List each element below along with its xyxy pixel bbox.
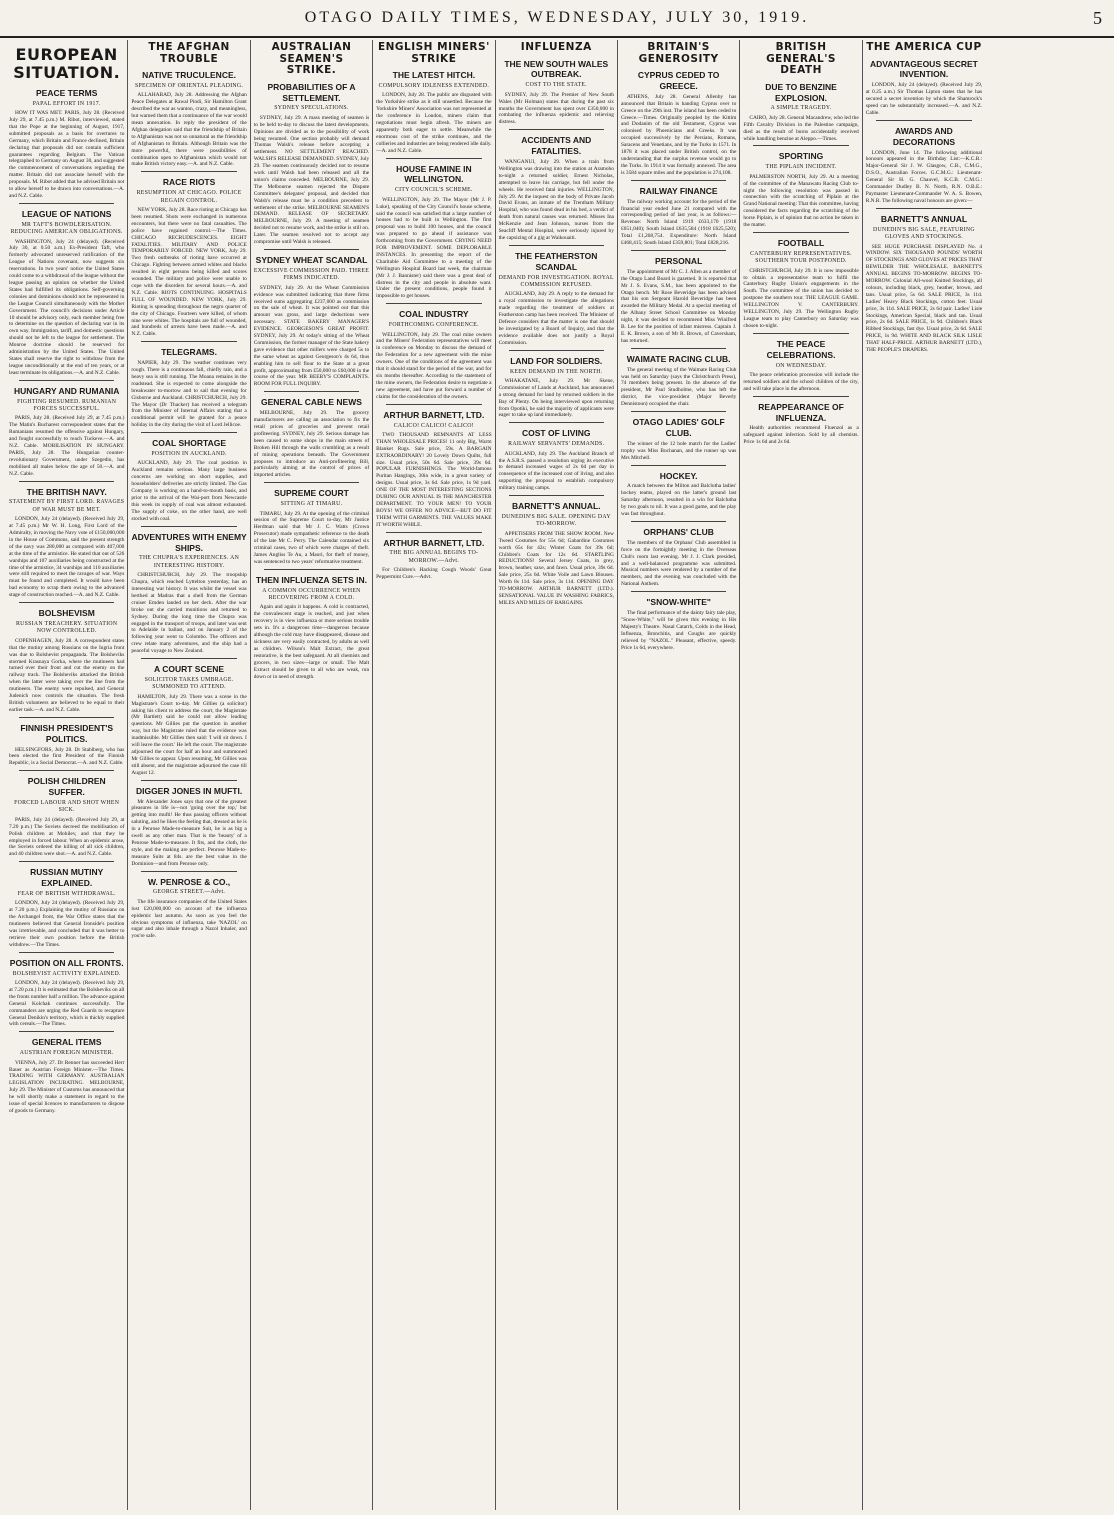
article-text: CHRISTCHURCH, July 29. It is now impossible to obtain a representative team to fulfil the Canterbury Rugby Union's engagements in the South. The committee of the union has decided to postpone the southern tour. THE LEAGUE GAME. WELLINGTON V. CANTERBURY. WELLINGTON, July 29. The Wellington Rugby League team to play Canterbury on Saturday was chosen to-night. bbox=[743, 267, 859, 329]
section-title: ARTHUR BARNETT, LTD. bbox=[383, 409, 485, 420]
section-divider bbox=[19, 203, 114, 204]
section-divider bbox=[631, 250, 726, 251]
section-divider bbox=[386, 303, 481, 304]
section-divider bbox=[631, 411, 726, 412]
section-title: COAL SHORTAGE bbox=[152, 438, 226, 449]
article-text: VIENNA, July 27. Dr Renner has succeeded Herr Bauer as Austrian Foreign Minister.—The Times. TRADING WITH GERMANY. AUSTRALIAN LEGISLATION INCUBATING. MELBOURNE, July 29. The Minister of Customs has announced that he will shortly make a statement in regard to the issue of special licences to manufacturers to dispose of goods to Germany. bbox=[9, 1059, 125, 1114]
section-title: FINNISH PRESIDENT'S POLITICS. bbox=[20, 722, 114, 744]
section-divider bbox=[19, 481, 114, 482]
section-title: OTAGO LADIES' GOLF CLUB. bbox=[632, 417, 725, 438]
section-subheading: BOLSHEVIST ACTIVITY EXPLAINED. bbox=[12, 970, 121, 977]
column-3 bbox=[251, 40, 373, 1510]
section-divider bbox=[386, 532, 481, 533]
article-text: The winner of the 12 hole match for the Ladies' trophy was Miss Buchanan, and the runner up was Mrs Mitchell. bbox=[620, 440, 737, 461]
section-title: HOUSE FAMINE IN WELLINGTON. bbox=[396, 163, 472, 185]
column-heading: INFLUENZA bbox=[520, 41, 592, 53]
article-text: Health authorities recommend Fluenzol as a safeguard against infection. Sold by all chemists. Price 1s 6d and 2s 6d. bbox=[743, 425, 859, 446]
section-divider bbox=[509, 245, 604, 246]
column-4 bbox=[373, 40, 495, 1510]
section-divider bbox=[509, 129, 604, 130]
section-divider bbox=[19, 1031, 114, 1032]
section-title: SUPREME COURT bbox=[274, 488, 349, 499]
section-subheading: RESUMPTION AT CHICAGO. POLICE REGAIN CONTROL. bbox=[136, 190, 242, 204]
section-title: SYDNEY WHEAT SCANDAL bbox=[255, 255, 368, 266]
section-divider bbox=[509, 422, 604, 423]
section-title: CYPRUS CEDED TO GREECE. bbox=[637, 70, 720, 91]
section-title: ADVENTURES WITH ENEMY SHIPS. bbox=[131, 531, 247, 553]
column-heading: THE AMERICA CUP bbox=[866, 41, 982, 53]
article-text: WELLINGTON, July 29. The coal mine owners and the Miners' Federation representatives will meet in conference on Monday to discuss the demand of the Federation for a new agreement with the mine owners. One of the conditions of the agreement was that it should stand for the period of the war, and for six months thereafter. According to the statement of the mine owners, the Federation desire to negotiate a new agreement, and have put forward a number of claims for the consideration of the owners. bbox=[376, 331, 492, 400]
section-divider bbox=[753, 396, 848, 397]
section-title: BARNETT'S ANNUAL. bbox=[511, 501, 601, 512]
article-text: WANGANUI, July 29. When a train from Wellington was drawing into the station at Aramoho to-night a returned soldier, Ernest Nicholas, attempted to leave his carriage, but fell under the wheels. He received fatal injuries. WELLINGTON, July 29. At the inquest on the body of Private Jacob David Evans, an inmate of the Trentham Military Hospital, who was found dead in his bed, a verdict of death from natural causes was returned. Misses Ina McKenzie and Jean Johnson, nurses from the Seacliff Mental Hospital, were seriously injured by the capsizing of a gig at Waikouaiti. bbox=[498, 158, 614, 241]
section-title: RUSSIAN MUTINY EXPLAINED. bbox=[30, 867, 104, 889]
article-text: The peace celebration procession will include the returned soldiers and the school children of the city, and will take place in the afternoon. bbox=[743, 371, 859, 392]
columns-container bbox=[6, 40, 1108, 1510]
article-text: The final performance of the dainty fairy tale play, "Snow-White," will be given this evening in His Majesty's Theatre. Nasal Catarrh, Colds in the Head, Influenza, Bronchitis, and Coughs are quickly relieved by "NAZOL." Pleasant, effective, speedy. Price 1s 6d, everywhere. bbox=[620, 610, 737, 651]
section-subheading: THE BIG ANNUAL BEGINS TO-MORROW.—Advt. bbox=[389, 550, 479, 564]
column-heading: ENGLISH MINERS' STRIKE bbox=[377, 41, 490, 65]
article-text: LONDON, July 24 (delayed). (Received July 29, at 0.25 a.m.) Sir Thomas Lipton states that he has secured a secret invention by which the Shamrock's speed can be substantially increased.—A. and N.Z. Cable. bbox=[865, 82, 983, 116]
section-divider bbox=[753, 145, 848, 146]
section-divider bbox=[264, 391, 359, 392]
section-divider bbox=[264, 569, 359, 570]
section-title: WAIMATE RACING CLUB. bbox=[626, 353, 731, 364]
section-subheading: DUNEDIN'S BIG SALE. OPENING DAY TO-MORROW. bbox=[501, 513, 611, 528]
section-title: NATIVE TRUCULENCE. bbox=[142, 70, 236, 81]
section-subheading: A SIMPLE TRAGEDY. bbox=[770, 105, 832, 112]
section-divider bbox=[509, 350, 604, 351]
article-text: LONDON, July 24 (delayed). (Received July 29, at 7.45 p.m.) Mr W. H. Long, First Lord of the Admiralty, in moving the Navy vote of £150,000,000 in the House of Commons, said the present strength of the navy was 280,000 as compared with 407,000 at the time of the armistice. He stated that out of 526 warships and 107 auxiliaries being constructed at the time of the armistice, 34 warships and 110 auxiliaries were still required to meet the ravages of war. Ways must be found and completed. It would have been bad economy to scrap them owing to the advanced stage of construction reached.—A. and N.Z. Cable. bbox=[9, 516, 125, 599]
section-subheading: SOLICITOR TAKES UMBRAGE. SUMMONED TO ATTEND. bbox=[144, 676, 234, 691]
section-title: COST OF LIVING bbox=[522, 428, 591, 439]
section-divider bbox=[141, 526, 236, 527]
section-title: RAILWAY FINANCE bbox=[639, 185, 718, 196]
article-text: PARIS, July 24 (delayed). (Received July 29, at 7.20 p.m.) The Soviets decreed the mobilisation of Polish children at Mohilev, and that they be employed in forced labour. When an epidemic arose, the Soviets ordered the killing of all sick children, and 40 children were shot.—A. and N.Z. Cable. bbox=[9, 816, 125, 858]
article-text: WELLINGTON, July 29. The Mayor (Mr J. P. Luke), speaking of the City Council's house scheme, said the council was satisfied that a large number of houses had to be built in Wellington. The first proposal was to build 100 houses, and the council was prepared to go ahead if assistance was forthcoming from the Government. CRYING NEED FOR IMPROVEMENT. SOME DEPLORABLE INSTANCES. In presenting the report of the Charitable Aid Committee to a meeting of the Wellington Hospital Board last week, the chairman (Mr J. J. Bannister) said there was a great deal of distress in the city and people in absolute want. Under the present conditions, people found it impossible to get houses. bbox=[376, 196, 492, 300]
article-text: The general meeting of the Waimate Racing Club was held on Saturday (says the Christchurch Press), 74 members being present. In the absence of the president, Mr Paul Studholme, who has left the district, the vice-president (Major Beverly Dennistoun) occupied the chair. bbox=[620, 366, 737, 408]
section-title: PEACE TERMS bbox=[35, 87, 98, 98]
section-title: PROBABILITIES OF A SETTLEMENT. bbox=[267, 81, 356, 103]
section-subheading: SYDNEY SPECULATIONS. bbox=[274, 105, 349, 112]
article-text: SYDNEY, July 29. The Premier of New South Wales (Mr Holman) states that during the past six months the Government has spent over £350,000 in combating the influenza epidemic and relieving distress. bbox=[498, 91, 614, 126]
section-title: THE LATEST HITCH. bbox=[392, 70, 476, 81]
article-text: Mr Alexander Jones says that one of the greatest pleasures in life is—not 'going over the top,' but getting into mufti! He thus passing officers without saluting, and he likes the feeling that, dressed as he is in a Penrose Made-to-measure Suit, he is as big a swell as any other man. That is the 'beauty' of a Penrose Made-to-measure. It fits, and the cloth, the style, and the making are perfect. Penrose Made-to-measure Suits at 84s. are the best value in the Dominion—and from Penrose only. bbox=[131, 798, 247, 867]
section-title: RACE RIOTS bbox=[162, 177, 216, 188]
section-divider bbox=[753, 333, 848, 334]
section-divider bbox=[876, 120, 972, 121]
section-title: SPORTING bbox=[778, 151, 824, 162]
section-subheading: FORCED LABOUR AND SHOT WHEN SICK. bbox=[14, 799, 120, 814]
section-subheading: ON WEDNESDAY. bbox=[775, 362, 827, 369]
section-title: THE FEATHERSTON SCANDAL bbox=[515, 250, 598, 272]
section-subheading: COMPULSORY IDLENESS EXTENDED. bbox=[378, 82, 490, 89]
article-text: AUCKLAND, July 29. The Auckland Branch of the A.S.R.S. passed a resolution urging its executive to demand increased wages of 2s 6d per day in consequence of the increased cost of living, and also supporting the proposal to establish compulsory military training camps. bbox=[498, 450, 614, 492]
section-subheading: FIGHTING RESUMED. RUMANIAN FORCES SUCCESSFUL. bbox=[17, 398, 117, 412]
section-title: A COURT SCENE bbox=[154, 664, 225, 675]
section-title: ACCIDENTS AND FATALITIES. bbox=[521, 135, 592, 157]
article-text: TIMARU, July 29. At the opening of the criminal session of the Supreme Court to-day, Mr Justice Herdman said that Mr J. C. Watts (Crown Prosecutor) made sympathetic reference to the death of the late Mr C. Perry. The Calendar contained six criminal cases, two of which were charges of theft. James Angliss Te Au, a Maori, for theft of money, was sentenced to two years' reformative treatment. bbox=[253, 510, 370, 565]
column-6 bbox=[618, 40, 740, 1510]
article-text: HAMILTON, July 29. There was a scene in the Magistrate's Court to-day. Mr Gillies (a solicitor) asking his client to address the court, the Magistrate (Mr Bartlett) said he could not allow leading questions. Mr Gillies put the question in another way, but the Magistrate ruled that the evidence was inadmissible. Mr Gillies then said: 'I will sit down. I will leave the court.' He left the court. The magistrate adjourned the court for half an hour and summoned Mr Gillies to appear. Upon resuming, Mr Gillies was still absent, and the magistrate adjourned the case till August 12. bbox=[131, 693, 247, 776]
section-subheading: EXCESSIVE COMMISSION PAID. THREE FIRMS INDICATED. bbox=[253, 267, 370, 282]
section-subheading: CITY COUNCIL'S SCHEME. bbox=[394, 187, 473, 194]
article-text: Again and again it happens. A cold is contracted, the convalescent stage is reached, and just when recovery is in view influenza or more serious trouble sets in. It's a dangerous time—dangerous because although the cold may have disappeared, disease and sickness are very easily contracted, by adults as well as children. Wilson's Malt Extract, the great restorative, is the best safeguard. At all chemists and grocers, in two sizes—large or small. The Malt Extract should be given to all who are weak, run down or in need of strength. bbox=[253, 604, 370, 680]
section-title: DIGGER JONES IN MUFTI. bbox=[135, 785, 243, 796]
column-2 bbox=[128, 40, 250, 1510]
section-divider bbox=[631, 465, 726, 466]
section-title: AWARDS AND DECORATIONS bbox=[892, 125, 956, 147]
article-text: ALLAHABAD, July 28. Addressing the Afghan Peace Delegates at Rawal Pindi, Sir Hamilton Grant described the war as wanton, crazy, and meaningless, but warned them that a continuance of the war would mean annexation. In reply the president of the Afghan delegation said that the friendship of Britain to Afghanistan was not so unnatural as the friendship of Afghanistan to Britain. Although Britain was the more powerful, there were possibilities of combination open to Afghanistan which would not make British victory easy.—A. and N.Z. Cable. bbox=[131, 92, 247, 168]
section-subheading: FEAR OF BRITISH WITHDRAWAL. bbox=[17, 890, 116, 897]
column-heading: BRITAIN'S GENEROSITY bbox=[638, 41, 719, 65]
page-number: 5 bbox=[1093, 8, 1102, 28]
section-divider bbox=[631, 180, 726, 181]
article-text: AUCKLAND, July 29. The coal position in Auckland remains serious. Many large business concerns are working on short supplies, and householders' deliveries are strictly limited. The Gas Company is working on a hand-to-mouth basis, and prior to the arrival of the Wai-port from Newcastle this week its supply of coal was almost exhausted. The supply of coke, on the other hand, are well stocked with coal. bbox=[131, 460, 247, 522]
article-text: LONDON, June 14. The following additional honours appeared in the Birthday List:—K.C.B.: Major-General Sir J. W. Glasgow, C.B., C.M.G., D.S.O., Australian Forces. G.C.M.G.: Lieutenant-General Sir H. G. Chauvel, K.C.B. C.M.G.: Commander Dudley B. N. North, R.N. O.B.E.: Paymaster Lieutenant-Commander W. A. S. Bowen, R.N.R. The following naval honours are given:— bbox=[865, 149, 983, 204]
article-text: For Children's Hacking Cough Woods' Great Peppermint Cure.—Advt. bbox=[376, 567, 492, 581]
section-title: FOOTBALL bbox=[777, 237, 825, 248]
section-subheading: RUSSIAN TREACHERY. SITUATION NOW CONTROLLED. bbox=[15, 620, 118, 635]
section-subheading: FORTHCOMING CONFERENCE. bbox=[388, 322, 479, 329]
section-divider bbox=[141, 780, 236, 781]
masthead-title: OTAGO DAILY TIMES, WEDNESDAY, JULY 30, 1919. bbox=[304, 9, 810, 26]
article-text: AUCKLAND, July 29. A reply to the demand for a royal commission to investigate the allegations made regarding the treatment of soldiers at Featherston camp has been received. The Minister of Defence considers that the matter is one that should be investigated by a Board of Inquiry, and that the evidence available does not justify a Royal Commission. bbox=[498, 291, 614, 346]
section-subheading: RAILWAY SERVANTS' DEMANDS. bbox=[508, 441, 605, 448]
article-text: SYDNEY, July 29. At the Wheat Commission evidence was submitted indicating that three firms received sums aggregating £237,000 as commission on the sale of wheat. It was pointed out that this amount was gross, and large deductions were necessary. STATE BAKERY MANAGER'S EVIDENCE. GEORGESON'S GREAT PROFIT. SYDNEY, July 29. At today's sitting of the Wheat Commission, the former manager of the State bakery gave evidence that other millers were charged 5s to the same wheat as against Georgeson's 4s 6d, thus enabling him to sell flour to the State at a great profit, approximating from £50,000 to £60,000 in the course of the year. MR BEEBY'S COMPLAINTS. ROOM FOR FULL INQUIRY. bbox=[253, 284, 370, 388]
section-subheading: COST TO THE STATE. bbox=[525, 82, 588, 89]
section-title: ORPHANS' CLUB bbox=[643, 526, 714, 537]
article-text: PALMERSTON NORTH, July 29. At a meeting of the committee of the Manawatu Racing Club to-night the following resolution was passed in connection with the scratching of Piplain at the Grand National meeting: That this committee, having considered the facts regarding the scratching of the horse Piplain, is of opinion that no action be taken in the matter. bbox=[743, 173, 859, 229]
section-subheading: A COMMON OCCURRENCE WHEN RECOVERING FROM A COLD. bbox=[262, 587, 361, 602]
section-title: BOLSHEVISM bbox=[38, 608, 95, 619]
section-subheading: CALICO! CALICO! CALICO! bbox=[393, 422, 475, 429]
article-text: SYDNEY, July 29. A mass meeting of seamen is to be held to-day to discuss the latest developments. Opinions are divided as to the possibility of work being resumed. One section probably will demand Thomas Walsh's release before accepting a settlement. NO SETTLEMENT REACHED. WALSH'S RELEASE DEMANDED. SYDNEY, July 29. The seamen continuously decided not to resume work until Walsh had been released and all the union's claims conceded. MELBOURNE, July 29. The Melbourne seamen rejected the Dispute Committee's delegates' proposal, and decided that Walsh's release must be a condition precedent to settlement of the strike. MELBOURNE SEAMEN'S DEMAND. RELEASE OF SECRETARY. MELBOURNE, July 29. A meeting of seamen decided not to resume work, and the strike is still on. Later. The seamen resolved not to accept any compromise until Walsh is released. bbox=[253, 114, 370, 246]
article-text: WASHINGTON, July 24 (delayed). (Received July 30, at 0.50 a.m.) Ex-President Taft, who formerly advocated unreserved ratification of the League of Nations covenant, now suggests six reservations. In two years' notice the United States could come to a withdrawal of the league without the league passing an opinion on whether the United States had fulfilled its obligations. Self-governing colonies and dominions should not be represented in the League Council simultaneously with the Mother Government. The council's decisions under Article 10 should be advisory only, each member being free to determine on the question of declaring war in its own way. Immigration, tariff, and domestic questions should not be left to the league for settlement. The Monroe doctrine should be reserved for administration by the United States. The United States shall reserve the right to withdraw from the league unconditionally at the end of ten years, or at least terminate its obligations.—A. and N.Z. Cable. bbox=[9, 238, 125, 376]
article-text: APPETISERS FROM THE SHOW ROOM. New Tweed Costumes for 55s 6d; Gabardine Costumes worth 65s for 42s; Winter Coats for 39s 6d; Children's Coats for 12s 6d. STARTLING REDUCTIONS! Several Jersey Coats, in grey, brown, heather, saxe, and fawn. Usual price, 39s 6d. Sale price, 25s 6d. White Voile and Lawn Blouses. Worth 8s 11d. Sale price, 3s 11d. OPENING DAY TO-MORROW. ARTHUR BARNETT (LTD.). SENSATIONAL VALUE IN WASHING FABRICS, MILES AND MILES OF BARGAINS. bbox=[498, 530, 614, 606]
masthead bbox=[0, 0, 1114, 38]
section-title: HOCKEY. bbox=[659, 470, 698, 481]
article-text: TWO THOUSAND REMNANTS AT LESS THAN WHOLESALE PRICES! 11 only Big, Warm Blanket Rugs. Sale price, 59s. A BARGAIN EXTRAORDINARY! 20 Lovely Down Quilts, full size. Usual price, 50s 6d. Sale price, 39s 6d. POPULAR FURNISHINGS. The World-famous Puritan Hangings, 30in wide, in a great variety of designs. Usual price, 3s 6d. Sale price, 1s 9d yard. ONE OF THE MOST INTERESTING SECTIONS DURING OUR ANNUAL IS THE MANCHESTER DEPARTMENT. TO YOUR MEN! TO YOUR BOYS! WE OFFER NO ADVICE—BUT DO FIT THEM WITH GARMENTS. THE VALUES MAKE IT WORTH WHILE. bbox=[376, 431, 492, 528]
section-divider bbox=[141, 341, 236, 342]
article-text: LONDON, July 28. The public are disgusted with the Yorkshire strike as it still unsettled. Because the Yorkshire Miners' Association was not represented at the conference in London, miners claim that negotiations must begin afresh. The miners are apparently both eager to settle. Meanwhile the enormous cost of the strike continues, and the collieries and industries are being rendered idle daily.—A. and N.Z. Cable. bbox=[376, 92, 492, 154]
section-title: PERSONAL bbox=[655, 255, 703, 266]
section-divider bbox=[631, 348, 726, 349]
article-text: HOW IT WAS MET. PARIS, July 28. (Received July 29, at 7.45 p.m.) M. Ribot, interviewed, stated that the Pope at the beginning of August, 1917, submitted proposals as a basis for overtures to Germany, which Britain and France declined, Britain declaring that proposals did not contain sufficient guarantees regarding Belgium. The Vatican telegraphed to Germany on August 30, and suggested the commencement of conversations regarding the matter. Britain did not associate herself with the proposals. M. Ribot added that he advised Britain not to allow herself to be drawn into conversations.—A. and N.Z. Cable. bbox=[9, 110, 125, 199]
section-title: POSITION ON ALL FRONTS. bbox=[9, 957, 124, 968]
article-text: LONDON, July 24 (delayed). (Received July 29, at 7.20 p.m.) It is estimated that the Bolsheviks on all the fronts number half a million. The advance against General Kolchak continues successfully. The commanders are urging the Red Guards to recapture General Denikin's territory, which is thickly supplied with cereals.—The Times. bbox=[9, 980, 125, 1028]
section-divider bbox=[19, 380, 114, 381]
section-title: GENERAL CABLE NEWS bbox=[261, 397, 362, 408]
article-text: MELBOURNE, July 29. The grocery manufacturers are calling an association to fix the retail prices of groceries and prevent retail profiteering. SYDNEY, July 29. Serious damage has been caused to some shops in the main streets of Broken Hill through the walls crumbling as a result of mining operations beneath. The Government proposes to introduce an Anti-profiteering Bill, particularly aiming at the control of prices of imported articles. bbox=[253, 410, 370, 479]
section-title: LEAGUE OF NATIONS bbox=[21, 208, 112, 219]
section-title: LAND FOR SOLDIERS. bbox=[510, 355, 603, 366]
column-8 bbox=[863, 40, 985, 1510]
section-divider bbox=[141, 171, 236, 172]
article-text: A match between the Milton and Balclutha ladies' hockey teams, played on the latter's ground last Saturday afternoon, resulted in a win for Balclutha by two goals to nil. It was a good game, and the play was fast throughout. bbox=[620, 483, 737, 518]
section-divider bbox=[19, 717, 114, 718]
section-divider bbox=[141, 658, 236, 659]
article-text: The railway working account for the period of the financial year ended June 21 compared with the corresponding period of last year, is as follows:— Revenue: North Island 1919 £633,170 (1918 £651,040); South Island £635,584 (1918 £625,520); Total £1,268,754. Expenditure: North Island £468,415; South Island £359,801; Total £828,216. bbox=[620, 198, 737, 247]
article-text: The life insurance companies of the United States lost £20,000,000 on account of the influenza epidemic last autumn. As soon as you feel the obvious symptoms of influenza, take 'NAZOL' on sugar and also inhale through a Nazol Inhaler, and you're safe. bbox=[131, 898, 247, 940]
column-heading: BRITISH GENERAL'S DEATH bbox=[766, 41, 836, 77]
section-divider bbox=[509, 495, 604, 496]
section-divider bbox=[386, 158, 481, 159]
section-title: BARNETT'S ANNUAL bbox=[880, 213, 968, 224]
section-title: THE PEACE CELEBRATIONS. bbox=[766, 338, 836, 360]
column-heading: THE AFGHAN TROUBLE bbox=[148, 41, 230, 65]
article-text: ATHENS, July 28. General Allenby has announced that Britain is handing Cyprus over to Greece on the 29th inst. The island has been ceded to Greece.—Times. Originally peopled by the Kittim and Dodanim of the old Testament, Cyprus was colonised by Phoenicians and Greeks. It was occupied successively by the Persians, Romans, Saracens and Venetians, and by the Turks in 1571. In 1878 it was placed under British control, on the understanding that the surplus revenue would go to the Turks. In 1914 it was formally annexed. The area is 3584 square miles and the population is 274,108. bbox=[620, 93, 737, 176]
section-divider bbox=[19, 602, 114, 603]
section-subheading: THE PIPLAIN INCIDENT. bbox=[765, 164, 837, 171]
section-title: HUNGARY AND RUMANIA bbox=[13, 385, 120, 396]
section-subheading: POSITION IN AUCKLAND. bbox=[151, 451, 227, 458]
section-divider bbox=[386, 404, 481, 405]
section-subheading: DEMAND FOR INVESTIGATION. ROYAL COMMISSION REFUSED. bbox=[498, 274, 614, 289]
section-subheading: CANTERBURY REPRESENTATIVES. SOUTHERN TOUR POSTPONED. bbox=[750, 250, 852, 265]
section-title: "SNOW-WHITE" bbox=[646, 597, 711, 608]
section-subheading: STATEMENT BY FIRST LORD. RAVAGES OF WAR MUST BE MET. bbox=[9, 499, 125, 513]
section-subheading: SITTING AT TIMARU. bbox=[280, 501, 343, 508]
section-divider bbox=[631, 591, 726, 592]
article-text: WHAKATANE, July 29. Mr Skene, Commissioner of Lands at Auckland, has announced a strong demand for land by returned soldiers in the Bay of Plenty. On being interviewed upon returning from Opotiki, he said the majority of applicants were eager to take up land immediately. bbox=[498, 377, 614, 419]
article-text: The appointment of Mr C. J. Allen as a member of the Otago Land Board is gazetted. It is reported that Mr J. S. Evans, S.M., has been appointed to the Otago bench. Mr Rose Beveridge has been advised that his son Sergeant Harold Beveridge has been awarded the Military Medal. At a special meeting of the Albany Street School Committee on Monday night, it was decided to recommend Miss Winifred B. Lee for the position of infant mistress. Captain J. E. K. Brown, a son of Mr R. Brown, of Caversham, has returned. bbox=[620, 268, 737, 344]
section-subheading: KEEN DEMAND IN THE NORTH. bbox=[509, 368, 603, 375]
section-subheading: SPECIMEN OF ORIENTAL PLEADING. bbox=[135, 82, 244, 89]
column-1 bbox=[6, 40, 128, 1510]
section-divider bbox=[141, 871, 236, 872]
section-title: ADVANTAGEOUS SECRET INVENTION. bbox=[870, 58, 978, 80]
section-title: ARTHUR BARNETT, LTD. bbox=[383, 537, 485, 548]
section-divider bbox=[876, 208, 972, 209]
article-text: CHRISTCHURCH, July 29. The troopship Chupra, which reached Lyttelton yesterday, has an interesting war history. It was whilst the vessel was berthed at Madras that a shell from the German cruiser Emden landed on her deck. After the war broke out she carried munitions and returned to Sydney. During the long time the Chupra was engaged in the transport of troops, and later was sent to Adelaide in ballast, and on January 2 of the following year went to Colombo. The officers and crew relate many adventures, and the ship had a peaceful voyage to New Zealand. bbox=[131, 572, 247, 655]
section-title: THE BRITISH NAVY. bbox=[26, 486, 107, 497]
section-title: COAL INDUSTRY bbox=[399, 309, 469, 320]
article-text: SEE HUGE PURCHASE DISPLAYED No. 4 WINDOW. SIX THOUSAND POUNDS' WORTH OF STOCKINGS AND GLOVES AT PRICES THAT BEWILDER THE WHOLESALE. BARNETT'S ANNUAL BEGINS TO-MORROW. BEGINS TO-MORROW. Colonial All-wool Knitted Stockings, all colours, including black, grey, heather, brown, and tans. Usual price, 5s 6d. SALE PRICE, 3s 11d. Ladies' Heavy Black Stockings, cotton feet. Usual price, 3s 11d. SALE PRICE, 2s 6d pair. Ladies' Lisle Stockings, American Special, black and tan. Usual price, 2s 6d. SALE PRICE, 1s 9d. Children's Black Ribbed Stockings, fast dye. Usual price, 2s 6d. SALE PRICE, 1s 9d. WHITE AND BLACK SILK LISLE THAT HALF-PRICE. ARTHUR BARNETT (LTD.), THE PEOPLE'S DRAPERS. bbox=[865, 243, 983, 354]
column-5 bbox=[496, 40, 618, 1510]
section-subheading: THE CHUPRA'S EXPERIENCES. AN INTERESTING HISTORY. bbox=[139, 555, 240, 569]
article-text: HELSINGFORS, July 28. Dr Stahlberg, who has been elected the first President of the Finnish Republic, is a Social Democrat.—A. and N.Z. Cable. bbox=[9, 746, 125, 767]
section-title: POLISH CHILDREN SUFFER. bbox=[27, 776, 106, 798]
column-7 bbox=[740, 40, 862, 1510]
section-divider bbox=[753, 232, 848, 233]
section-title: DUE TO BENZINE EXPLOSION. bbox=[765, 81, 837, 103]
section-title: TELEGRAMS. bbox=[161, 347, 217, 358]
article-text: LONDON, July 24 (delayed). (Received July 29, at 7.20 p.m.) Explaining the mutiny of Russians on the Archangel front, the War Office states that the mutineers believed that General Ironside's position was irretrievable, and concluded that it was better to retrieve their own position before the British withdrew.—The Times. bbox=[9, 900, 125, 948]
section-title: THE NEW SOUTH WALES OUTBREAK. bbox=[504, 58, 609, 80]
section-subheading: MR TAFT'S BOWDLERISATION. REDUCING AMERICAN OBLIGATIONS. bbox=[10, 221, 123, 236]
article-text: COPENHAGEN, July 28. A correspondent states that the mutiny among Russians on the Ingria front was due to Bolshevist propaganda. The Bolsheviks stormed Krasnaya Gorka, where the mutineers had turned over their front and cut the enemy on the railway track. The Bolsheviks attacked the British when the latter were taking over the line from the mutineers. The enemy were repulsed, and General Judenich now controls the situation. The fresh British volunteers are believed to be equal to their earlier task.—A. and N.Z. Cable. bbox=[9, 637, 125, 713]
section-title: W. PENROSE & CO., bbox=[147, 876, 231, 887]
section-subheading: GEORGE STREET.—Advt. bbox=[153, 889, 226, 896]
section-divider bbox=[631, 521, 726, 522]
section-title: GENERAL ITEMS bbox=[31, 1037, 102, 1048]
article-text: PARIS, July 28. (Received July 29, at 7.45 p.m.) The Matin's Bucharest correspondent states that the Rumanians resumed the offensive against Hungary, and fought successfully to reach Tuckeve.—A. and N.Z. Cable. MOBILISATION IN HUNGARY. PARIS, July 28. The Hungarian counter-revolutionary Government, under Szegedin, has mobilised all males below the age of 50.—A. and N.Z. Cable. bbox=[9, 415, 125, 477]
section-divider bbox=[19, 861, 114, 862]
section-divider bbox=[264, 482, 359, 483]
section-subheading: PAPAL EFFORT IN 1917. bbox=[32, 100, 101, 107]
section-title: THEN INFLUENZA SETS IN. bbox=[255, 574, 368, 585]
section-divider bbox=[19, 770, 114, 771]
column-heading: EUROPEAN SITUATION. bbox=[13, 45, 121, 82]
section-divider bbox=[19, 952, 114, 953]
article-text: NEW YORK, July 28. Race rioting at Chicago has been resumed. Shots were exchanged in numerous encounters, but there were no fatal casualties. The police have regained control.—The Times. CHICAGO RECRUDESCENCES. EIGHT FATALITIES. MILITARY AND POLICE TEMPORARILY FORCED. NEW YORK, July 29. Two fresh outbreaks of rioting have occurred at Chicago. Fighting between armed whites and blacks resulted in eight persons being killed and scores wounded. The military and police were unable to cope with the disorders for several hours.—A. and N.Z. Cable. RIOTS CONTINUING. HOSPITALS FULL OF WOUNDED. NEW YORK, July 29. Rioting is spreading throughout the negro quarter of the city of Chicago. Fourteen were killed, of whom nine were whites. The hospitals are full of wounded, and hundreds of arrests have been made.—A. and N.Z. Cable. bbox=[131, 207, 247, 338]
section-divider bbox=[141, 432, 236, 433]
section-subheading: DUNEDIN'S BIG SALE, FEATURING GLOVES AND STOCKINGS. bbox=[873, 226, 975, 241]
article-text: The members of the Orphans' Club assembled in force on the fortnightly meeting in the Overseas Club's room last evening. Mr J. J. Clark presided, and a well-balanced programme was submitted. Musical numbers were rendered by a number of the members, and the evening was concluded with the National Anthem. bbox=[620, 539, 737, 588]
section-title: REAPPEARANCE OF INFLUENZA. bbox=[758, 401, 844, 423]
column-heading: AUSTRALIAN SEAMEN'S STRIKE. bbox=[271, 41, 352, 77]
section-divider bbox=[264, 249, 359, 250]
article-text: NAPIER, July 29. The weather continues very rough. There is a continuous fall, chiefly rain, and a heavy sea is still running. The Moana remains in the roadstead. She is expected to come alongside the breakwater to-morrow and to sail that evening for Gisborne and Auckland. CHRISTCHURCH, July 29. The Mayor (Dr Thacker) has received a telegram from the Minister of Internal Affairs stating that a conditional permit will be granted for a peace holiday in the city during the visit of Lord Jellicoe. bbox=[131, 360, 247, 429]
section-subheading: AUSTRIAN FOREIGN MINISTER. bbox=[19, 1050, 114, 1057]
article-text: CAIRO, July 28. General Macandrew, who led the Fifth Cavalry Division in the Palestine campaign, died as the result of burns accidentally received while handling benzine at Aleppo.—Times. bbox=[743, 114, 859, 142]
